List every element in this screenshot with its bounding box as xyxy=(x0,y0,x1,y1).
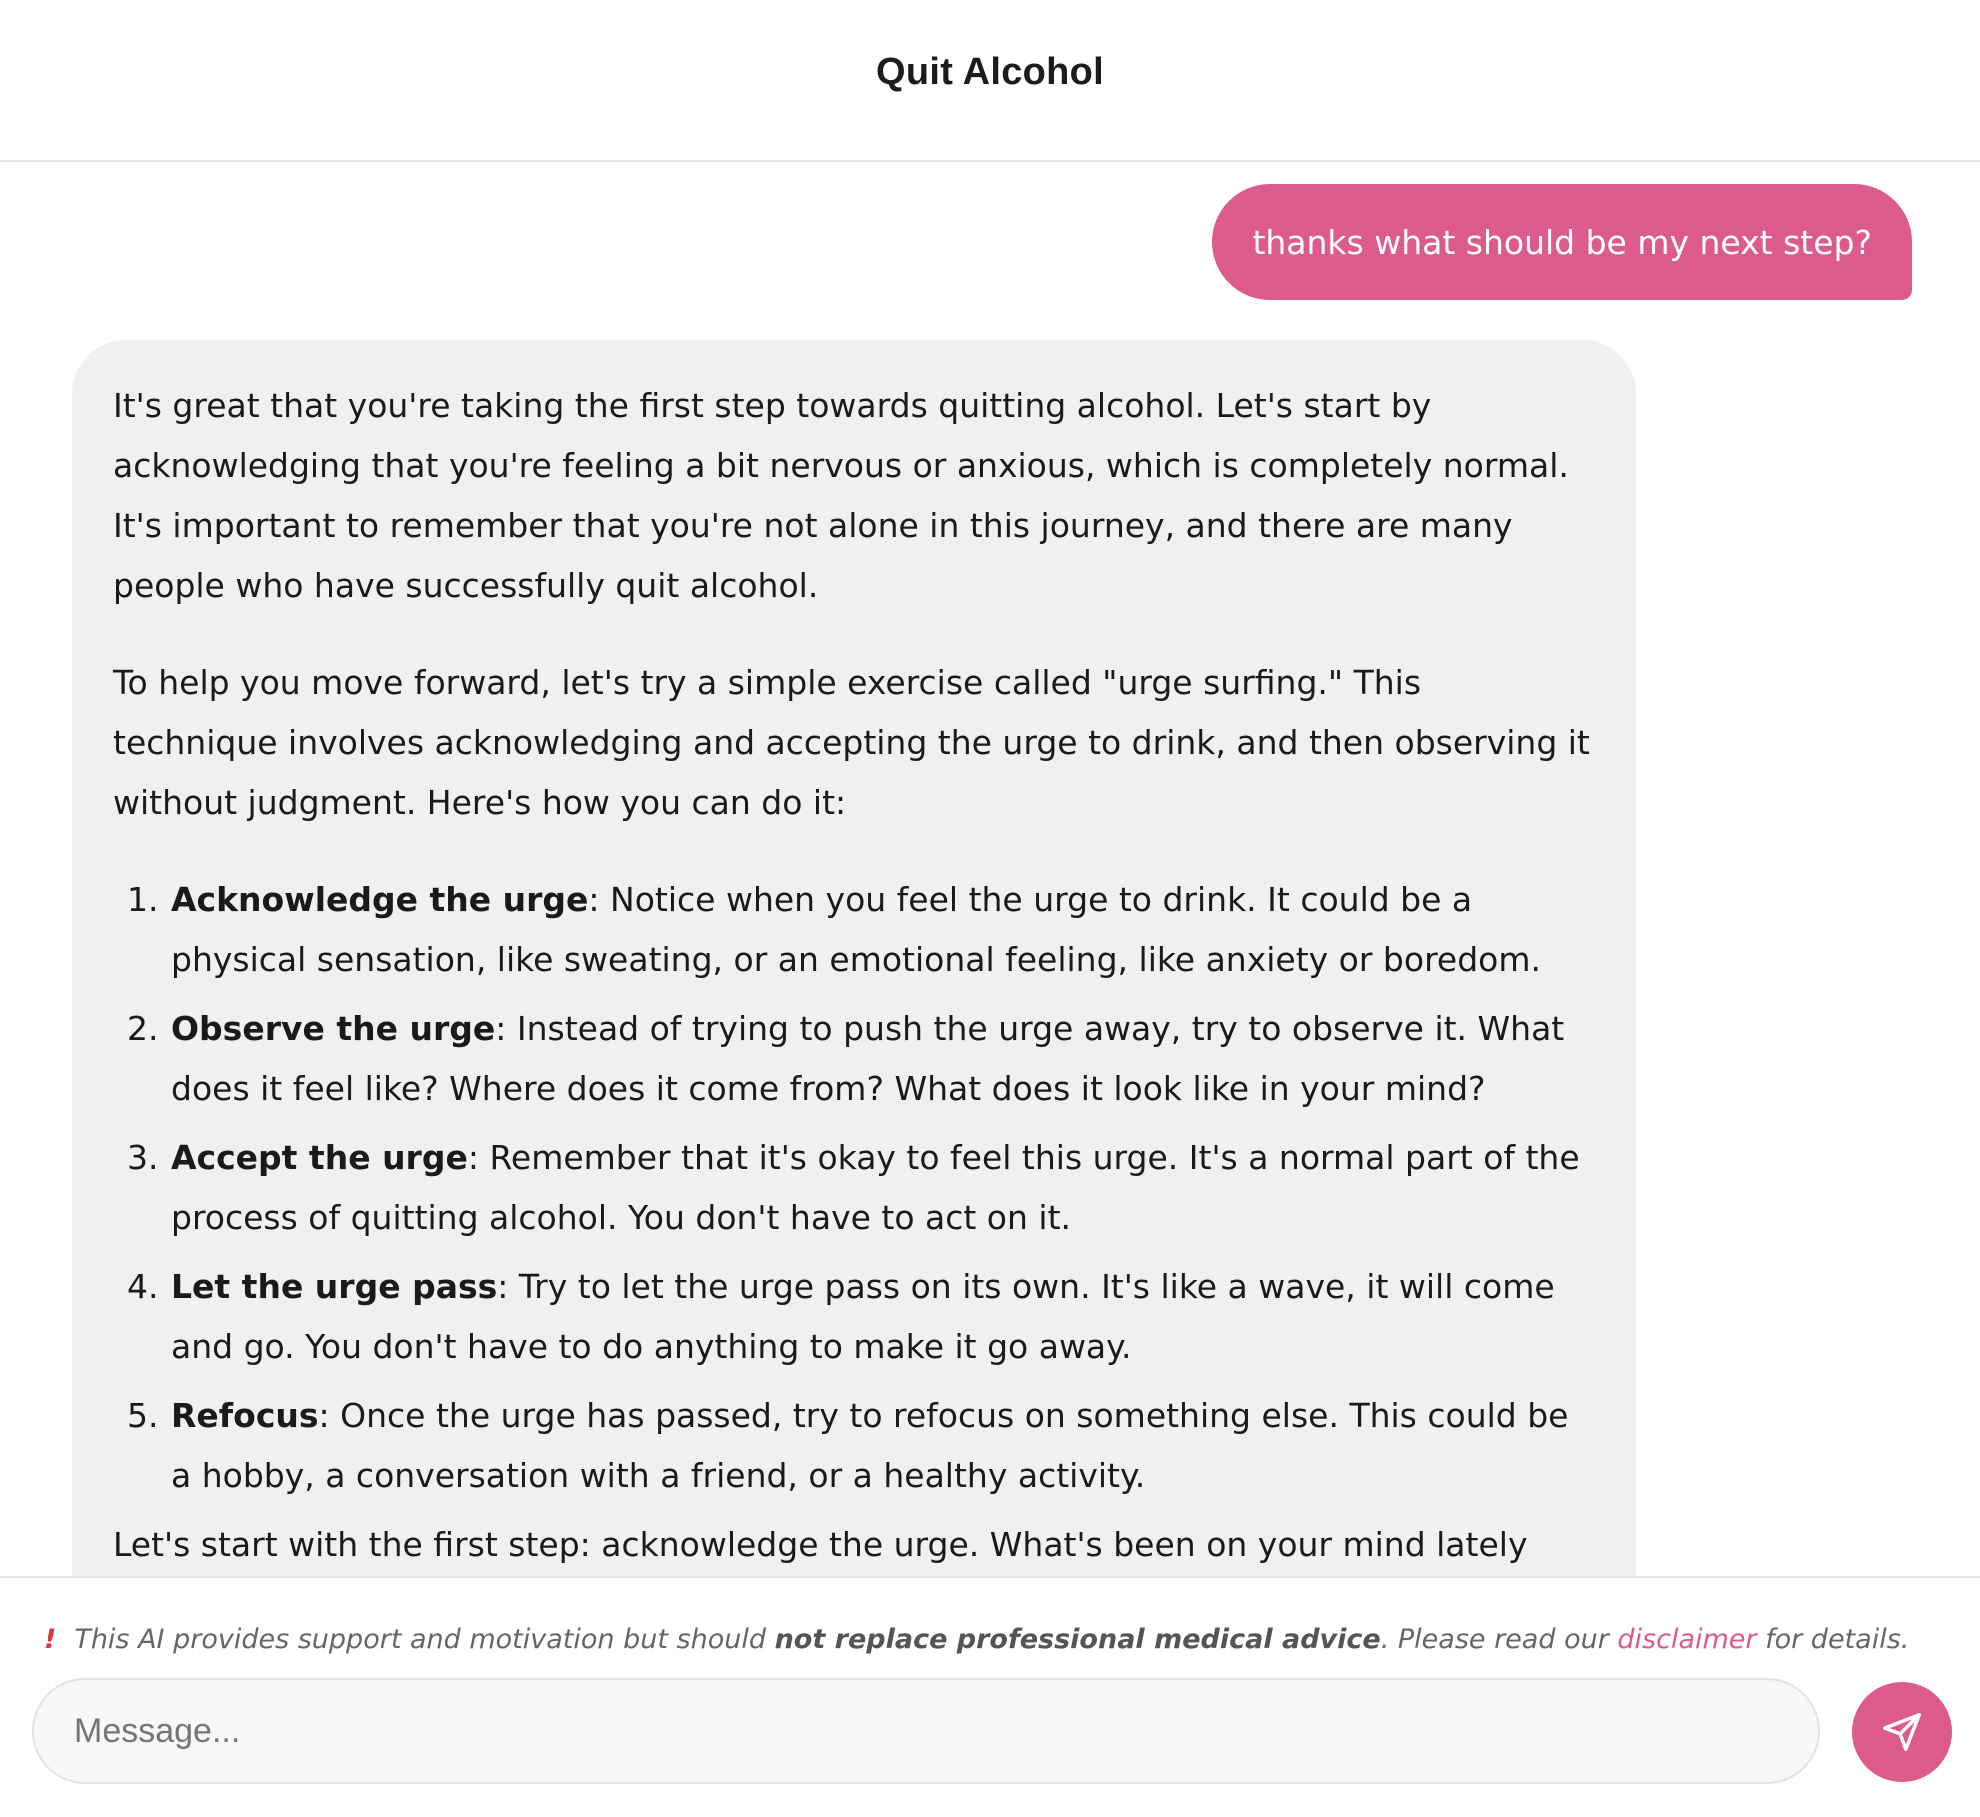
step-title: Accept the urge xyxy=(171,1138,468,1177)
step-text: : Once the urge has passed, try to refocus on something else. This could be a hobby, a conversation with a friend, or a healthy activity. xyxy=(171,1396,1569,1495)
assistant-message xyxy=(72,340,1636,1576)
message-input-wrapper xyxy=(32,1678,1820,1784)
user-message xyxy=(1212,184,1912,300)
step-text: : Instead of trying to push the urge away, try to observe it. What does it feel like? Where does it come from? What does it look like in your mind? xyxy=(171,1009,1565,1108)
assistant-paragraph: To help you move forward, let's try a simple exercise called "urge surfing." This technique involves acknowledging and accepting the urge to drink, and then observing it without judgment. Here's how you can do it: xyxy=(113,663,1590,822)
step-text: : Try to let the urge pass on its own. It's like a wave, it will come and go. You don't have to do anything to make it go away. xyxy=(171,1267,1555,1366)
exclamation-icon: ! xyxy=(44,1624,57,1655)
step-text: : Remember that it's okay to feel this urge. It's a normal part of the process of quitting alcohol. You don't have to act on it. xyxy=(171,1138,1580,1237)
assistant-paragraph: It's great that you're taking the first step towards quitting alcohol. Let's start by acknowledging that you're feeling a bit nervous or anxious, which is completely normal. It's important to remember that you're not alone in this journey, and there are many people who have successfully quit alcohol. xyxy=(113,386,1569,605)
page-title: Quit Alcohol xyxy=(875,50,1105,93)
step-title: Observe the urge xyxy=(171,1009,496,1048)
step-title: Refocus xyxy=(171,1396,319,1435)
message-input[interactable] xyxy=(34,1680,1818,1782)
disclaimer-text: . Please read our xyxy=(1380,1624,1618,1655)
list-item xyxy=(169,999,1595,1119)
list-item xyxy=(169,1128,1595,1248)
step-title: Let the urge pass xyxy=(171,1267,498,1306)
list-item xyxy=(169,870,1595,990)
disclaimer-text: for details. xyxy=(1756,1624,1910,1655)
app-header xyxy=(0,0,1980,162)
disclaimer-link[interactable]: disclaimer xyxy=(1617,1624,1757,1655)
list-item xyxy=(169,1257,1595,1377)
step-title: Acknowledge the urge xyxy=(171,880,589,919)
chat-thread[interactable] xyxy=(0,162,1980,1576)
user-message-text: thanks what should be my next step? xyxy=(1252,222,1872,262)
send-button[interactable] xyxy=(1852,1682,1952,1782)
disclaimer-text: This AI provides support and motivation but should xyxy=(74,1624,775,1655)
composer-footer xyxy=(0,1576,1980,1817)
disclaimer-emphasis: not replace professional medical advice xyxy=(774,1624,1381,1655)
disclaimer-notice xyxy=(44,1624,1909,1655)
steps-list xyxy=(113,870,1595,1506)
step-text: : Notice when you feel the urge to drink. It could be a physical sensation, like sweating, or an emotional feeling, like anxiety or boredom. xyxy=(171,880,1541,979)
assistant-paragraph: Let's start with the first step: acknowledge the urge. What's been on your mind lately xyxy=(113,1525,1528,1564)
send-icon xyxy=(1879,1709,1925,1755)
list-item xyxy=(169,1386,1595,1506)
